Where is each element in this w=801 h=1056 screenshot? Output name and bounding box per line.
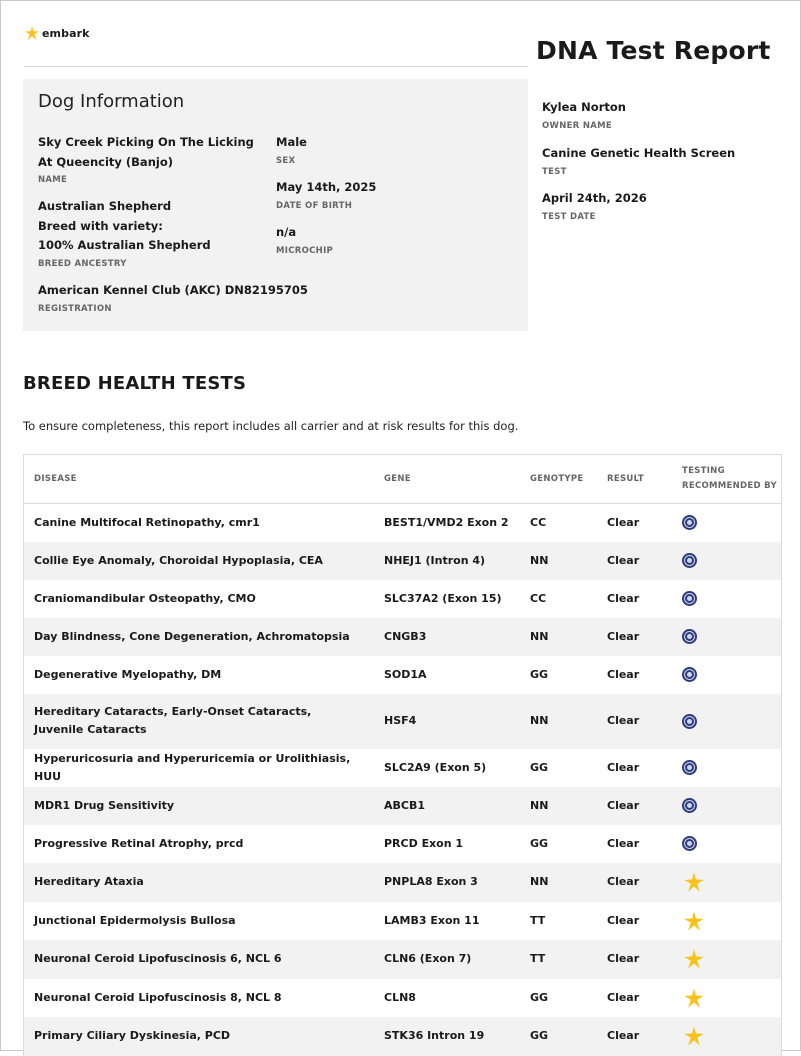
genotype-cell: NN [520,863,597,902]
table-header-row [24,455,781,504]
table-row [24,694,781,749]
disease-cell: Collie Eye Anomaly, Choroidal Hypoplasia, CEA [24,542,374,580]
recommended-by-cell [672,787,781,825]
test-value: Canine Genetic Health Screen [542,146,736,160]
table-row [24,1017,781,1056]
result-cell: Clear [597,940,672,979]
genotype-cell: GG [520,1017,597,1056]
disease-cell: Primary Ciliary Dyskinesia, PCD [24,1017,374,1056]
table-row [24,863,781,902]
microchip-field [276,223,476,256]
genotype-cell: GG [530,667,549,681]
date-of-birth-field [276,178,476,211]
gene-cell: SLC2A9 (Exon 5) [384,760,487,774]
recommended-by-cell [672,940,781,979]
recommended-by-cell [672,656,781,694]
genotype-cell: NN [520,694,597,749]
result-cell: Clear [597,863,672,902]
gene-cell: CLN6 (Exon 7) [374,940,520,979]
embark-star-icon [682,948,706,970]
breed-club-seal-icon [682,798,697,813]
genotype-cell: NN [520,787,597,825]
breed-club-seal-icon [682,591,697,606]
embark-star-icon [682,1025,706,1047]
breed-variety-label: Breed with variety: [38,218,163,233]
table-row [24,504,781,542]
disease-cell: Neuronal Ceroid Lipofuscinosis 6, NCL 6 [24,940,374,979]
test-date-label: TEST DATE [542,211,596,222]
completeness-note: To ensure completeness, this report includes all carrier and at risk results for this dog. [23,419,519,433]
breed-club-seal-icon [682,714,697,729]
genotype-cell: CC [530,591,547,605]
result-cell: Clear [597,787,672,825]
table-row [24,787,781,825]
result-cell: Clear [607,990,640,1004]
recommended-by-cell [672,542,781,580]
genotype-cell: GG [530,760,549,774]
sex-field [276,133,476,166]
dog-name-label: NAME [38,175,68,185]
microchip-label: MICROCHIP [276,245,334,256]
table-row [24,940,781,979]
test-date-value: April 24th, 2026 [542,191,647,205]
embark-star-icon [682,910,706,932]
table-row [24,580,781,618]
recommended-by-cell [672,902,781,940]
gene-cell: BEST1/VMD2 Exon 2 [384,515,509,529]
disease-cell: Day Blindness, Cone Degeneration, Achromatopsia [24,618,374,656]
result-cell: Clear [597,694,672,749]
disease-cell: MDR1 Drug Sensitivity [24,787,374,825]
gene-cell: CNGB3 [374,618,520,656]
dog-information-panel [23,79,528,331]
recommended-by-cell [672,1017,781,1056]
gene-cell: SLC37A2 (Exon 15) [384,591,502,605]
recommended-by-cell [672,618,781,656]
recommended-by-cell [672,825,781,863]
result-cell: Clear [597,1017,672,1056]
breed-club-seal-icon [682,553,697,568]
disease-cell: Hyperuricosuria and Hyperuricemia or Urolithiasis, HUU [34,751,351,783]
registration-value: American Kennel Club (AKC) DN82195705 [38,283,308,297]
sex-label: SEX [276,155,296,166]
genotype-cell: CC [530,515,547,529]
sex-value: Male [276,135,307,149]
embark-star-icon [24,25,40,41]
owner-name-value: Kylea Norton [542,100,626,114]
recommended-by-column-header [672,455,781,504]
header-divider [24,66,528,67]
owner-name-field [542,98,626,131]
table-row [24,749,781,787]
disease-cell: Hereditary Cataracts, Early-Onset Cataracts, Juvenile Cataracts [24,694,374,749]
result-cell: Clear [607,836,640,850]
owner-name-label: OWNER NAME [542,120,612,131]
embark-star-icon [682,987,706,1009]
embark-star-icon [682,871,706,893]
disease-cell: Degenerative Myelopathy, DM [34,667,222,681]
breed-club-seal-icon [682,836,697,851]
breed-variety-value: 100% Australian Shepherd [38,238,211,252]
table-row [24,542,781,580]
disease-cell: Canine Multifocal Retinopathy, cmr1 [34,515,260,529]
recommended-by-cell [672,580,781,618]
dog-name-field [38,133,263,185]
result-cell: Clear [607,667,640,681]
recommended-by-header-line2: RECOMMENDED BY [682,481,777,491]
disease-cell: Neuronal Ceroid Lipofuscinosis 8, NCL 8 [34,990,282,1004]
breed-ancestry-label: BREED ANCESTRY [38,258,127,269]
genotype-cell: GG [530,990,549,1004]
gene-cell: STK36 Intron 19 [374,1017,520,1056]
recommended-by-cell [672,979,781,1017]
disease-cell: Progressive Retinal Atrophy, prcd [34,836,244,850]
result-cell: Clear [607,591,640,605]
genotype-cell: TT [520,940,597,979]
gene-cell: CLN8 [384,990,416,1004]
result-cell: Clear [607,913,640,927]
table-row [24,825,781,863]
test-field [542,144,735,177]
logo-wordmark: embark [42,26,90,40]
recommended-by-cell [672,749,781,787]
result-cell: Clear [597,542,672,580]
gene-cell: ABCB1 [374,787,520,825]
breed-club-seal-icon [682,515,697,530]
recommended-by-header-line1: TESTING [682,466,725,476]
registration-label: REGISTRATION [38,303,112,314]
table-row [24,618,781,656]
result-cell: Clear [607,515,640,529]
gene-cell: PRCD Exon 1 [384,836,464,850]
disease-column-header: DISEASE [24,455,374,504]
embark-logo [24,25,90,41]
gene-cell: PNPLA8 Exon 3 [374,863,520,902]
health-tests-table [23,454,782,1056]
breed-value: Australian Shepherd [38,199,172,213]
disease-cell: Craniomandibular Osteopathy, CMO [34,591,256,605]
microchip-value: n/a [276,225,297,239]
gene-cell: NHEJ1 (Intron 4) [374,542,520,580]
recommended-by-cell [672,504,781,542]
recommended-by-cell [672,863,781,902]
disease-cell: Hereditary Ataxia [24,863,374,902]
genotype-cell: NN [520,542,597,580]
gene-cell: LAMB3 Exon 11 [384,913,480,927]
result-cell: Clear [597,618,672,656]
breed-ancestry-field [38,197,278,269]
dob-value: May 14th, 2025 [276,180,377,194]
table-row [24,656,781,694]
disease-cell: Junctional Epidermolysis Bullosa [34,913,236,927]
genotype-column-header: GENOTYPE [520,455,597,504]
table-row [24,902,781,940]
genotype-cell: GG [530,836,549,850]
breed-club-seal-icon [682,760,697,775]
genotype-cell: TT [530,913,546,927]
breed-health-tests-title: BREED HEALTH TESTS [23,373,247,394]
result-cell: Clear [607,760,640,774]
recommended-by-cell [672,694,781,749]
report-title: DNA Test Report [536,36,771,65]
result-column-header: RESULT [597,455,672,504]
dog-information-heading: Dog Information [38,91,185,112]
table-row [24,979,781,1017]
test-label: TEST [542,166,567,177]
breed-club-seal-icon [682,629,697,644]
registration-field [38,281,338,314]
breed-club-seal-icon [682,667,697,682]
gene-cell: HSF4 [374,694,520,749]
gene-column-header: GENE [374,455,520,504]
genotype-cell: NN [520,618,597,656]
dob-label: DATE OF BIRTH [276,200,353,211]
gene-cell: SOD1A [384,667,427,681]
dog-name-value: Sky Creek Picking On The Licking At Queencity (Banjo) [38,135,254,169]
test-date-field [542,189,647,222]
